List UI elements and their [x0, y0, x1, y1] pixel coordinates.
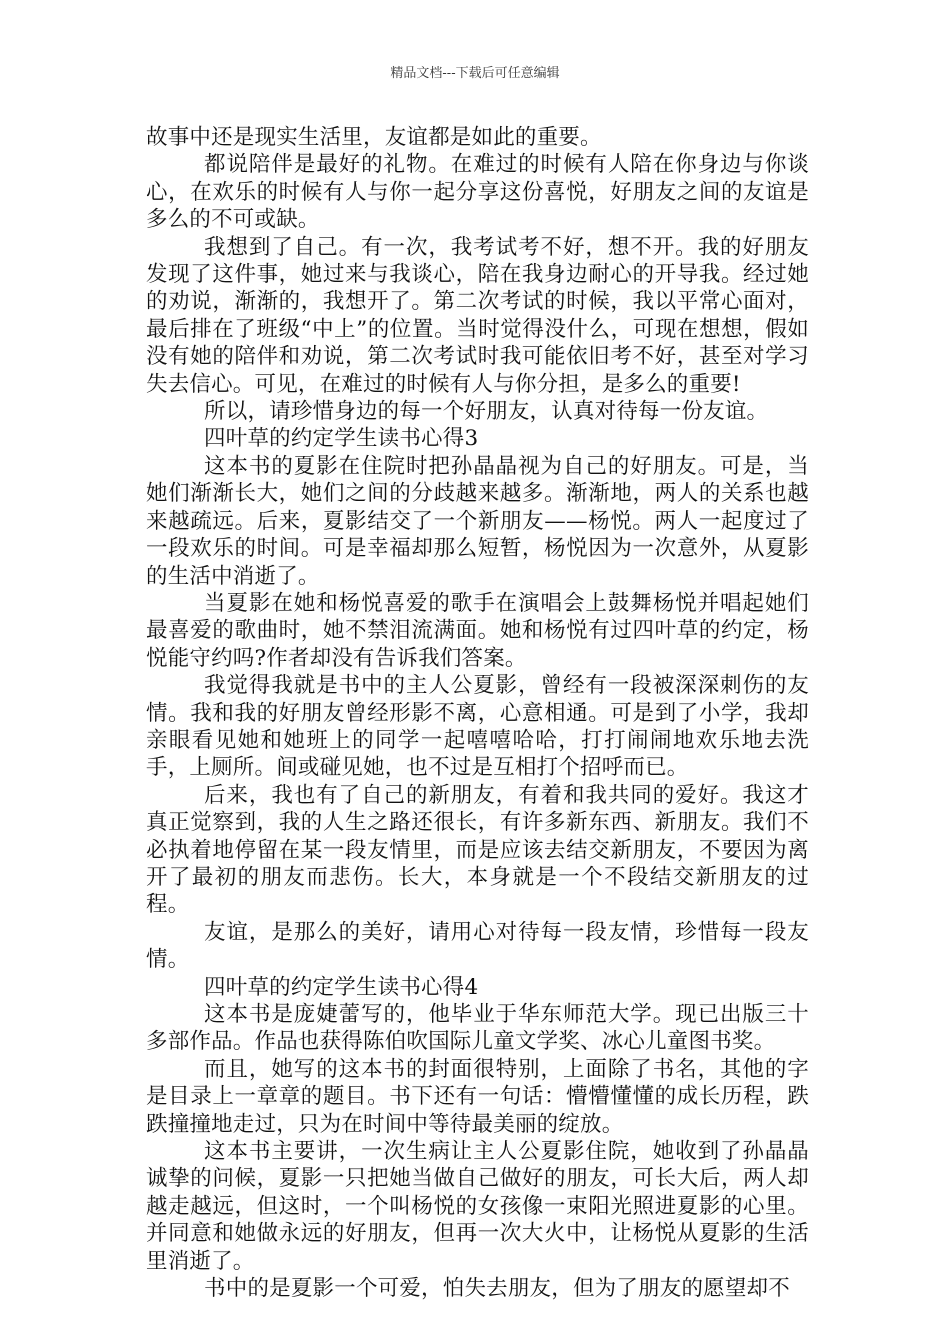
- paragraph: 这本书主要讲，一次生病让主人公夏影住院，她收到了孙晶晶诚挚的问候，夏影一只把她当做自己做好的朋友，可长大后，两人却越走越远，但这时，一个叫杨悦的女孩像一束阳光照进夏影的心里。并同意和她做永远的好朋友，但再一次大火中，让杨悦从夏影的生活里消逝了。: [146, 1139, 809, 1274]
- paragraph: 当夏影在她和杨悦喜爱的歌手在演唱会上鼓舞杨悦并唱起她们最喜爱的歌曲时，她不禁泪流满面。她和杨悦有过四叶草的约定，杨悦能守约吗?作者却没有告诉我们答案。: [146, 590, 809, 671]
- paragraph: 友谊，是那么的美好，请用心对待每一段友情，珍惜每一段友情。: [146, 919, 809, 973]
- paragraph: 而且，她写的这本书的封面很特别，上面除了书名，其他的字是目录上一章章的题目。书下还有一句话：懵懵懂懂的成长历程，跌跌撞撞地走过，只为在时间中等待最美丽的绽放。: [146, 1056, 809, 1137]
- paragraph: 这本书的夏影在住院时把孙晶晶视为自己的好朋友。可是，当她们渐渐长大，她们之间的分歧越来越多。渐渐地，两人的关系也越来越疏远。后来，夏影结交了一个新朋友——杨悦。两人一起度过了一段欢乐的时间。可是幸福却那么短暂，杨悦因为一次意外，从夏影的生活中消逝了。: [146, 453, 809, 589]
- paragraph: 我想到了自己。有一次，我考试考不好，想不开。我的好朋友发现了这件事，她过来与我谈心，陪在我身边耐心的开导我。经过她的劝说，渐渐的，我想开了。第二次考试的时候，我以平常心面对，最后排在了班级“中上”的位置。当时觉得没什么，可现在想想，假如没有她的陪伴和劝说，第二次考试时我可能依旧考不好，甚至对学习失去信心。可见，在难过的时候有人与你分担，是多么的重要!: [146, 234, 809, 397]
- paragraph: 所以，请珍惜身边的每一个好朋友，认真对待每一份友谊。: [204, 399, 769, 425]
- paragraph: 我觉得我就是书中的主人公夏影，曾经有一段被深深刺伤的友情。我和我的好朋友曾经形影不离，心意相通。可是到了小学，我却亲眼看见她和她班上的同学一起嘻嘻哈哈，打打闹闹地欢乐地去洗手，上厕所。间或碰见她，也不过是互相打个招呼而已。: [146, 673, 809, 781]
- paragraph: 这本书是庞婕蕾写的，他毕业于华东师范大学。现已出版三十多部作品。作品也获得陈伯吹国际儿童文学奖、冰心儿童图书奖。: [146, 1002, 809, 1055]
- page-header: 精品文档---下载后可任意编辑: [390, 66, 560, 81]
- section-heading-3: 四叶草的约定学生读书心得3: [204, 426, 479, 452]
- section-heading-4: 四叶草的约定学生读书心得4: [204, 974, 479, 1000]
- document-body: [146, 124, 809, 1302]
- paragraph: 都说陪伴是最好的礼物。在难过的时候有人陪在你身边与你谈心，在欢乐的时候有人与你一起分享这份喜悦，好朋友之间的友谊是多么的不可或缺。: [146, 152, 809, 233]
- paragraph: 书中的是夏影一个可爱，怕失去朋友，但为了朋友的愿望却不: [204, 1276, 790, 1302]
- paragraph: 后来，我也有了自己的新朋友，有着和我共同的爱好。我这才真正觉察到，我的人生之路还很长，有许多新东西、新朋友。我们不必执着地停留在某一段友情里，而是应该去结交新朋友，不要因为离开了最初的朋友而悲伤。长大，本身就是一个不段结交新朋友的过程。: [146, 782, 809, 918]
- paragraph-continuation: 故事中还是现实生活里，友谊都是如此的重要。: [146, 125, 602, 150]
